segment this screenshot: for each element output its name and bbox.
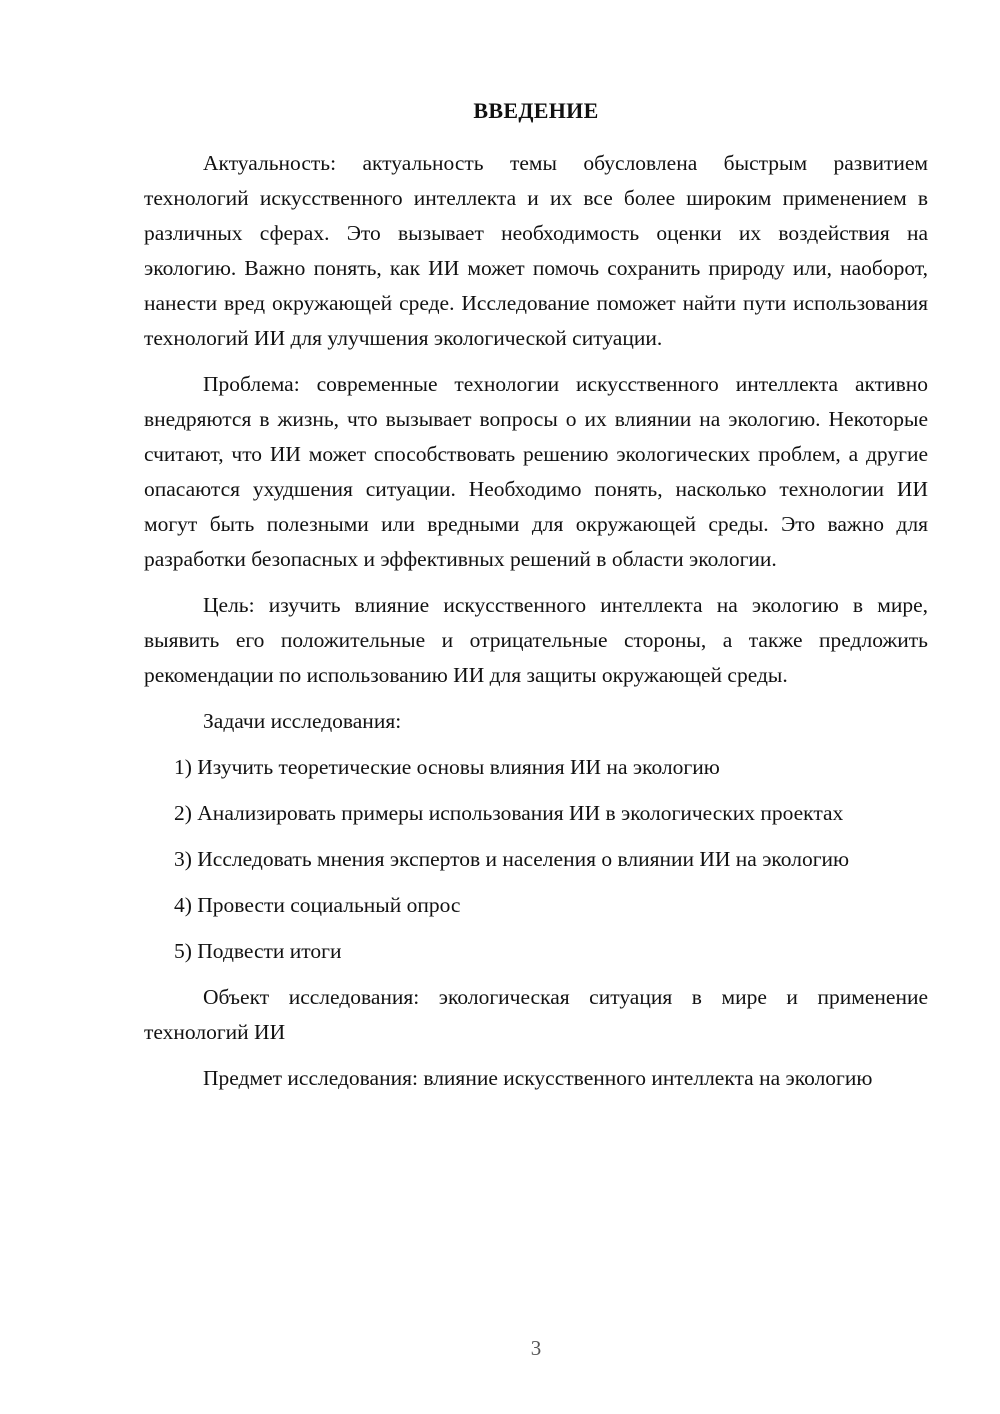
list-item: 1) Изучить теоретические основы влияния ИИ на экологию <box>174 755 720 779</box>
problem-paragraph: Проблема: современные технологии искусственного интеллекта активно внедряются в жизнь, что вызывает вопросы о их влиянии на экологию. Некоторые считают, что ИИ может способствовать решению экологических проблем, а другие опасаются ухудшения ситуации. Необходимо понять, насколько технологии ИИ могут быть полезными или вредными для окружающей среды. Это важно для разработки безопасных и эффективных решений в области экологии. <box>144 372 928 571</box>
list-item: 5) Подвести итоги <box>174 939 342 963</box>
list-item: 4) Провести социальный опрос <box>174 893 461 917</box>
tasks-list <box>144 750 928 969</box>
tasks-title: Задачи исследования: <box>203 709 402 733</box>
subject-paragraph: Предмет исследования: влияние искусственного интеллекта на экологию <box>203 1066 873 1090</box>
page-content <box>144 96 928 1096</box>
section-heading: ВВЕДЕНИЕ <box>473 98 599 123</box>
object-paragraph: Объект исследования: экологическая ситуация в мире и применение технологий ИИ <box>144 985 928 1044</box>
relevance-paragraph: Актуальность: актуальность темы обусловлена быстрым развитием технологий искусственного интеллекта и их все более широким применением в различных сферах. Это вызывает необходимость оценки их воздействия на экологию. Важно понять, как ИИ может помочь сохранить природу или, наоборот, нанести вред окружающей среде. Исследование поможет найти пути использования технологий ИИ для улучшения экологической ситуации. <box>144 151 928 350</box>
list-item: 2) Анализировать примеры использования ИИ в экологических проектах <box>174 801 844 825</box>
list-item: 3) Исследовать мнения экспертов и населения о влиянии ИИ на экологию <box>174 847 850 871</box>
goal-paragraph: Цель: изучить влияние искусственного интеллекта на экологию в мире, выявить его положительные и отрицательные стороны, а также предложить рекомендации по использованию ИИ для защиты окружающей среды. <box>144 593 928 687</box>
page-number: 3 <box>530 1336 542 1360</box>
